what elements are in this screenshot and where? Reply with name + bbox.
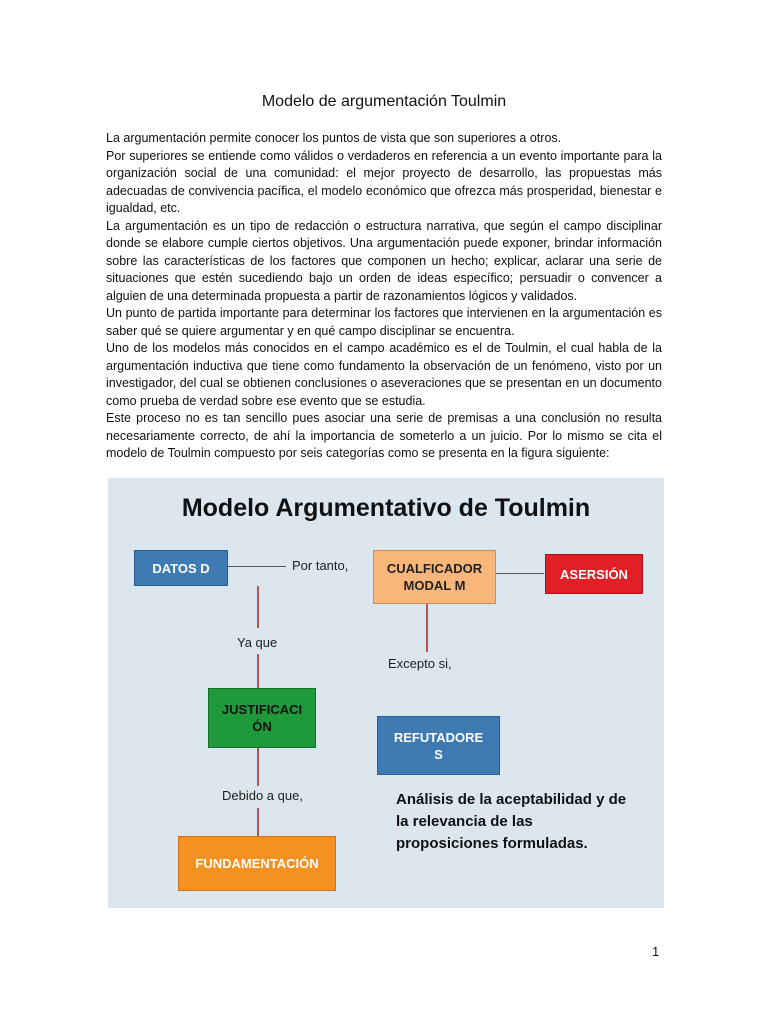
box-justificacion	[208, 688, 316, 748]
body-text	[106, 130, 662, 463]
label-debido-a-que: Debido a que,	[222, 788, 303, 803]
figure-title: Modelo Argumentativo de Toulmin	[181, 494, 591, 522]
box-justificacion-label: JUSTIFICACI ÓN	[221, 702, 303, 734]
connector-yaque-justificacion	[257, 654, 259, 688]
connector-cualificador-refutadores	[426, 604, 428, 652]
label-por-tanto: Por tanto,	[292, 558, 349, 573]
box-fundamentacion-label: FUNDAMENTACIÓN	[195, 856, 319, 871]
paragraph: Por superiores se entiende como válidos o verdaderos en referencia a un evento importante para la organización social de una comunidad: el mejor proyecto de desarrollo, las propuestas más adecuadas de convivencia pacífica, el modelo económico que ofrezca más prosperidad, bienestar e igualdad, etc.	[106, 148, 662, 215]
page-title: Modelo de argumentación Toulmin	[261, 93, 507, 110]
connector-justificacion-debido	[257, 748, 259, 786]
page-number: 1	[652, 944, 660, 959]
paragraph: La argumentación es un tipo de redacción o estructura narrativa, que según el campo disciplinar donde se elabore cumple ciertos objetivos. Una argumentación puede exponer, brindar información sobre las características de los factores que componen un hecho; explicar, aclarar una serie de situaciones que estén sucediendo bajo un orden de ideas específico; persuadir o convencer a alguien de una determinada propuesta a partir de razonamientos lógicos y validados.	[106, 218, 662, 303]
paragraph: Un punto de partida importante para determinar los factores que intervienen en la argumentación es saber qué se quiere argumentar y en qué campo disciplinar se encuentra.	[106, 306, 662, 338]
box-asersion-label: ASERSIÓN	[560, 566, 628, 582]
box-cualificador	[373, 550, 496, 604]
label-excepto-si: Excepto si,	[388, 656, 452, 671]
box-cualificador-label: CUALFICADOR MODAL M	[386, 561, 483, 593]
box-fundamentacion	[178, 836, 336, 891]
box-datos-label: DATOS D	[152, 560, 210, 576]
label-ya-que: Ya que	[237, 635, 278, 650]
analysis-caption: Análisis de la aceptabilidad y de la relevancia de las proposiciones formuladas.	[396, 791, 627, 852]
paragraph: Este proceso no es tan sencillo pues asociar una serie de premisas a una conclusión no resulta necesariamente correcto, de ahí la importancia de someterlo a un juicio. Por lo mismo se cita el modelo de Toulmin compuesto por seis categorías como se presenta en la figura siguiente:	[106, 411, 662, 460]
box-refutadores-label: REFUTADORE S	[393, 729, 484, 762]
box-asersion	[545, 554, 643, 594]
paragraph: Uno de los modelos más conocidos en el campo académico es el de Toulmin, el cual habla de la argumentación inductiva que tiene como fundamento la observación de un fenómeno, visto por un investigador, del cual se obtienen conclusiones o aseveraciones que se presentan en un documento como prueba de verdad sobre ese evento que se estudia.	[106, 341, 662, 408]
connector-datos-portanto	[226, 566, 286, 567]
connector-datos-justificacion	[257, 586, 259, 628]
box-datos	[134, 550, 228, 586]
toulmin-figure	[108, 478, 664, 908]
connector-cualificador-asersion	[496, 573, 544, 574]
connector-debido-fundamentacion	[257, 808, 259, 836]
box-refutadores	[377, 716, 500, 775]
paragraph: La argumentación permite conocer los puntos de vista que son superiores a otros.	[106, 131, 562, 145]
